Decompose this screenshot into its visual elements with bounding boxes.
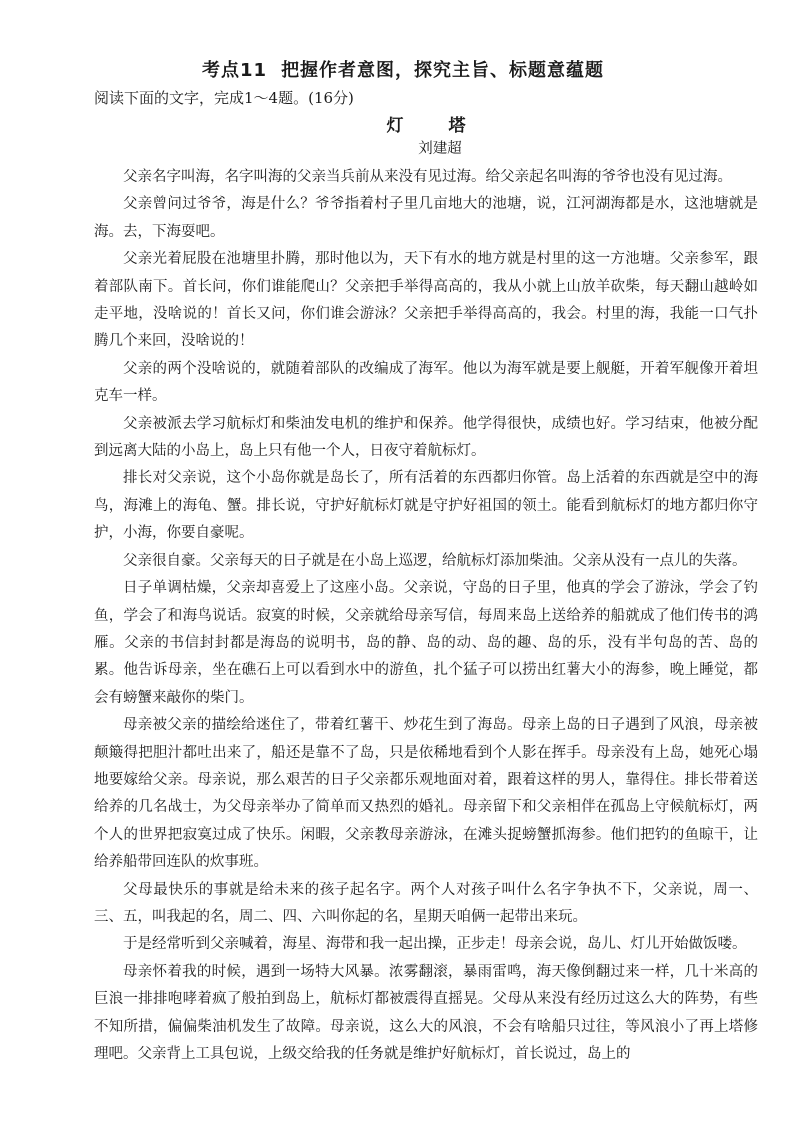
reading-instruction: 阅读下面的文字，完成1～4题。(16分) — [94, 89, 354, 107]
section-heading — [94, 58, 758, 84]
section-title: 把握作者意图，探究主旨、标题意蕴题 — [281, 60, 605, 81]
paragraph: 父亲的两个没啥说的，就随着部队的改编成了海军。他以为海军就是要上舰艇，开着军舰像开着坦克车一样。 — [94, 360, 758, 405]
paragraph: 于是经常听到父亲喊着，海星、海带和我一起出操，正步走！母亲会说，岛儿、灯儿开始做饭喽。 — [123, 936, 747, 953]
paragraph: 父亲曾问过爷爷，海是什么？爷爷指着村子里几亩地大的池塘，说，江河湖海都是水，这池塘就是海。去，下海耍吧。 — [94, 196, 758, 240]
article-body — [94, 164, 758, 1068]
paragraph: 父亲名字叫海，名字叫海的父亲当兵前从来没有见过海。给父亲起名叫海的爷爷也没有见过海。 — [123, 169, 732, 185]
paragraph: 母亲怀着我的时候，遇到一场特大风暴。浓雾翻滚，暴雨雷鸣，海天像倒翻过来一样，几十米高的巨浪一排排咆哮着疯了般拍到岛上，航标灯都被震得直摇晃。父母从来没有经历过这么大的阵势，有些不知所措，偏偏柴油机发生了故障。母亲说，这么大的风浪，不会有啥船只过往，等风浪小了再上塔修理吧。父亲背上工具包说，上级交给我的任务就是维护好航标灯，首长说过，岛上的 — [94, 963, 758, 1062]
paragraph: 父亲光着屁股在池塘里扑腾，那时他以为，天下有水的地方就是村里的这一方池塘。父亲参军，跟着部队南下。首长问，你们谁能爬山？父亲把手举得高高的，我从小就上山放羊砍柴，每天翻山越岭如走平地，没啥说的！首长又问，你们谁会游泳？父亲把手举得高高的，我会。村里的海，我能一口气扑腾几个来回，没啥说的！ — [94, 251, 758, 350]
paragraph: 父亲被派去学习航标灯和柴油发电机的维护和保养。他学得很快，成绩也好。学习结束，他被分配到远离大陆的小岛上，岛上只有他一个人，日夜守着航标灯。 — [94, 415, 758, 460]
section-number: 考点11 — [202, 60, 268, 81]
paragraph: 排长对父亲说，这个小岛你就是岛长了，所有活着的东西都归你管。岛上活着的东西就是空中的海鸟，海滩上的海龟、蟹。排长说，守护好航标灯就是守护好祖国的领土。能看到航标灯的地方都归你守护，小海，你要自豪呢。 — [94, 470, 758, 542]
paragraph: 父母最快乐的事就是给未来的孩子起名字。两个人对孩子叫什么名字争执不下，父亲说，周一、三、五，叫我起的名，周二、四、六叫你起的名，星期天咱俩一起带出来玩。 — [94, 881, 758, 925]
article-title: 灯 塔 — [386, 116, 480, 136]
article-author: 刘建超 — [418, 141, 462, 157]
paragraph: 父亲很自豪。父亲每天的日子就是在小岛上巡逻，给航标灯添加柴油。父亲从没有一点儿的失落。 — [123, 552, 747, 569]
paragraph: 日子单调枯燥，父亲却喜爱上了这座小岛。父亲说，守岛的日子里，他真的学会了游泳，学会了钓鱼，学会了和海鸟说话。寂寞的时候，父亲就给母亲写信，每周来岛上送给养的船就成了他们传书的鸿雁。父亲的书信封封都是海岛的说明书，岛的静、岛的动、岛的趣、岛的乐，没有半句岛的苦、岛的累。他告诉母亲，坐在礁石上可以看到水中的游鱼，扎个猛子可以捞出红薯大小的海参，晚上睡觉，都会有螃蟹来敲你的柴门。 — [94, 580, 758, 706]
paragraph: 母亲被父亲的描绘给迷住了，带着红薯干、炒花生到了海岛。母亲上岛的日子遇到了风浪，母亲被颠簸得把胆汁都吐出来了，船还是靠不了岛，只是依稀地看到个人影在挥手。母亲没有上岛，她死心塌地要嫁给父亲。母亲说，那么艰苦的日子父亲都乐观地面对着，跟着这样的男人，靠得住。排长带着送给养的几名战士，为父母亲举办了简单而又热烈的婚礼。母亲留下和父亲相伴在孤岛上守候航标灯，两个人的世界把寂寞过成了快乐。闲暇，父亲教母亲游泳，在滩头捉螃蟹抓海参。他们把钓的鱼晾干，让给养船带回连队的炊事班。 — [94, 717, 758, 871]
